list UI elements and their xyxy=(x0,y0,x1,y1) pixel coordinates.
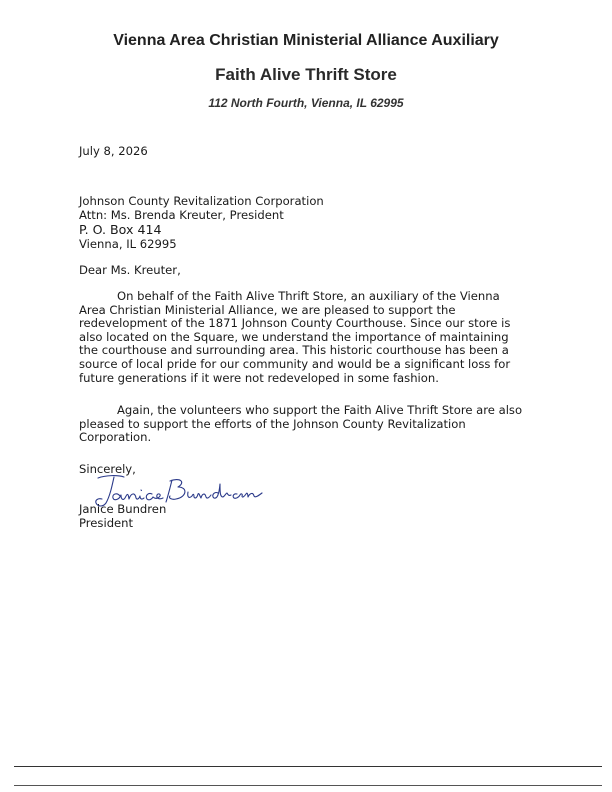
footer-rule-bottom xyxy=(14,785,602,786)
body-line: Area Christian Ministerial Alliance, we are pleased to support the xyxy=(79,302,456,317)
body-line: also located on the Square, we understand the importance of maintaining xyxy=(79,329,509,344)
salutation: Dear Ms. Kreuter, xyxy=(79,263,181,277)
body-line: Corporation. xyxy=(79,430,152,445)
closing: Sincerely, xyxy=(79,462,136,476)
body-paragraph-1 xyxy=(79,290,549,385)
signer-name: Janice Bundren xyxy=(79,502,167,516)
body-line: Again, the volunteers who support the Faith Alive Thrift Store are also xyxy=(117,403,523,417)
body-line: redevelopment of the 1871 Johnson County Courthouse. Since our store is xyxy=(79,316,511,331)
letter-date: July 8, 2026 xyxy=(79,144,148,158)
body-line: the courthouse and surrounding area. This historic courthouse has been a xyxy=(79,343,509,358)
letterhead-organization: Vienna Area Christian Ministerial Alliance Auxiliary xyxy=(113,32,499,49)
letterhead-address: 112 North Fourth, Vienna, IL 62995 xyxy=(208,96,404,110)
recipient-line-3: P. O. Box 414 xyxy=(79,222,162,237)
signer-title: President xyxy=(79,516,134,530)
body-line: source of local pride for our community and would be a significant loss for xyxy=(79,356,511,371)
recipient-line-4: Vienna, IL 62995 xyxy=(79,237,177,251)
letterhead-store-name: Faith Alive Thrift Store xyxy=(215,65,397,84)
body-paragraph-2 xyxy=(79,404,549,445)
body-line: On behalf of the Faith Alive Thrift Store, an auxiliary of the Vienna xyxy=(117,289,500,303)
body-line: pleased to support the efforts of the Johnson County Revitalization xyxy=(79,416,466,431)
footer-rule-top xyxy=(14,766,602,767)
recipient-line-2: Attn: Ms. Brenda Kreuter, President xyxy=(79,208,284,222)
body-line: future generations if it were not redeveloped in some fashion. xyxy=(79,370,439,385)
recipient-line-1: Johnson County Revitalization Corporation xyxy=(79,194,324,208)
